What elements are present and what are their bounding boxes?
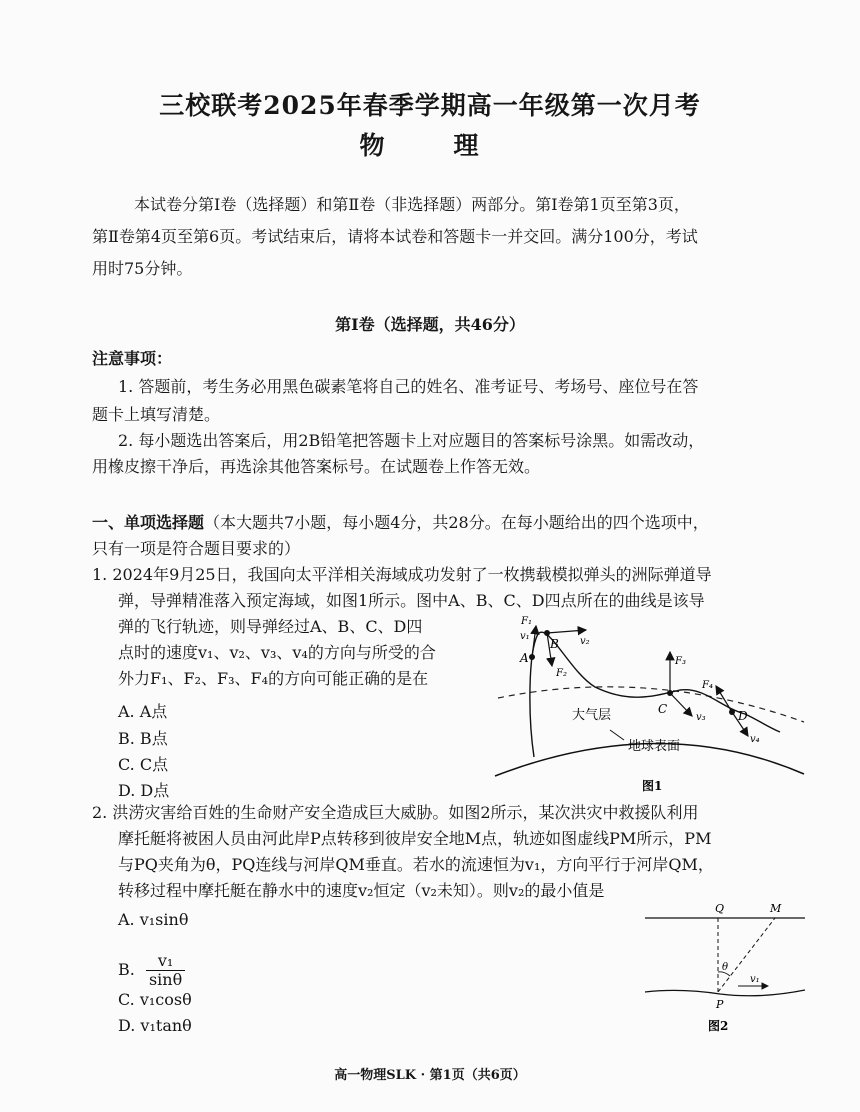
q2-option-b <box>118 952 185 989</box>
section1-heading: 一、单项选择题 <box>92 513 205 532</box>
subject-title: 物 理 <box>359 131 501 160</box>
figure-2 <box>640 900 810 1040</box>
label-f3: F₃ <box>675 656 686 667</box>
label-f4: F₄ <box>702 680 713 691</box>
section1-desc-2: 只有一项是符合题目要求的） <box>92 539 301 558</box>
arrow-f4 <box>716 686 732 712</box>
q2-line-3: 与PQ夹角为θ，PQ连线与河岸QM垂直。若水的流速恒为v₁，方向平行于河岸QM， <box>118 855 714 874</box>
q2-option-c: C. v₁cosθ <box>118 990 192 1009</box>
label-d: D <box>738 709 748 723</box>
notice-line-2: 题卡上填写清楚。 <box>92 405 221 424</box>
exam-title: 三校联考2025年春季学期高一年级第一次月考 <box>159 91 701 120</box>
q2-option-a: A. v₁sinθ <box>118 910 189 929</box>
label-v1: v₁ <box>750 974 760 985</box>
label-v4: v₄ <box>750 734 760 745</box>
q1-line-4: 点时的速度v₁、v₂、v₃、v₄的方向与所受的合 <box>118 643 436 662</box>
line-pm <box>718 918 775 992</box>
arrow-v3 <box>670 693 692 716</box>
q1-option-a: A. A点 <box>118 702 168 721</box>
q1-option-c: C. C点 <box>118 755 169 774</box>
label-p: P <box>716 998 724 1011</box>
notice-heading: 注意事项： <box>92 349 173 368</box>
intro-line-1: 本试卷分第Ⅰ卷（选择题）和第Ⅱ卷（非选择题）两部分。第Ⅰ卷第1页至第3页， <box>134 195 690 214</box>
notice-line-3: 2. 每小题选出答案后，用2B铅笔把答题卡上对应题目的答案标号涂黑。如需改动， <box>118 431 705 450</box>
q1-option-d: D. D点 <box>118 781 170 800</box>
label-f1: F₁ <box>521 616 532 627</box>
atmosphere-label: 大气层 <box>572 708 612 723</box>
q1-line-5: 外力F₁、F₂、F₃、F₄的方向可能正确的是在 <box>118 669 429 688</box>
section1-desc: （本大题共7小题，每小题4分，共28分。在每小题给出的四个选项中， <box>204 513 709 532</box>
q2-option-d: D. v₁tanθ <box>118 1016 192 1035</box>
q2-option-b-fraction <box>146 952 185 989</box>
part1-title: 第Ⅰ卷（选择题，共46分） <box>335 315 525 334</box>
intro-line-3: 用时75分钟。 <box>92 259 193 278</box>
figure-2-caption: 图2 <box>708 1019 729 1033</box>
notice-line-4: 用橡皮擦干净后，再选涂其他答案标号。在试题卷上作答无效。 <box>92 457 541 476</box>
arrow-v2 <box>547 630 586 633</box>
q2-line-4: 转移过程中摩托艇在静水中的速度v₂恒定（v₂未知）。则v₂的最小值是 <box>118 881 605 900</box>
surface-label: 地球表面 <box>628 739 681 754</box>
fraction-numerator: v₁ <box>146 952 185 971</box>
label-f2: F₂ <box>556 668 567 679</box>
label-a: A <box>520 651 529 665</box>
q2-option-b-label: B. <box>118 960 135 979</box>
atmosphere-boundary <box>498 687 804 722</box>
notice-line-1: 1. 答题前，考生务必用黑色碳素笔将自己的姓名、准考证号、考场号、座位号在答 <box>118 377 699 396</box>
label-b: B <box>550 637 559 651</box>
near-bank <box>645 990 805 996</box>
figure-1 <box>490 612 820 802</box>
page-footer: 高一物理SLK · 第1页（共6页） <box>334 1068 526 1083</box>
fraction-denominator: sinθ <box>148 970 183 989</box>
label-m: M <box>770 902 782 915</box>
label-q: Q <box>715 902 725 915</box>
label-theta: θ <box>722 962 729 973</box>
q1-line-1: 1. 2024年9月25日，我国向太平洋相关海域成功发射了一枚携载模拟弹头的洲际弹道导 <box>92 565 712 584</box>
q1-line-2: 弹，导弹精准落入预定海域，如图1所示。图中A、B、C、D四点所在的曲线是该导 <box>118 591 705 610</box>
q1-line-3: 弹的飞行轨迹，则导弹经过A、B、C、D四 <box>118 617 423 636</box>
figure-1-caption: 图1 <box>642 779 663 793</box>
intro-line-2: 第Ⅱ卷第4页至第6页。考试结束后，请将本试卷和答题卡一并交回。满分100分，考试 <box>92 227 698 246</box>
label-v3: v₃ <box>696 712 706 723</box>
label-v1: v₁ <box>520 631 530 642</box>
label-c: C <box>658 702 668 716</box>
q1-option-b: B. B点 <box>118 729 168 748</box>
q2-line-1: 2. 洪涝灾害给百姓的生命财产安全造成巨大威胁。如图2所示，某次洪灾中救援队利用 <box>92 803 699 822</box>
label-v2: v₂ <box>580 636 590 647</box>
q2-line-2: 摩托艇将被困人员由河此岸P点转移到彼岸安全地M点，轨迹如图虚线PM所示，PM <box>118 829 712 848</box>
